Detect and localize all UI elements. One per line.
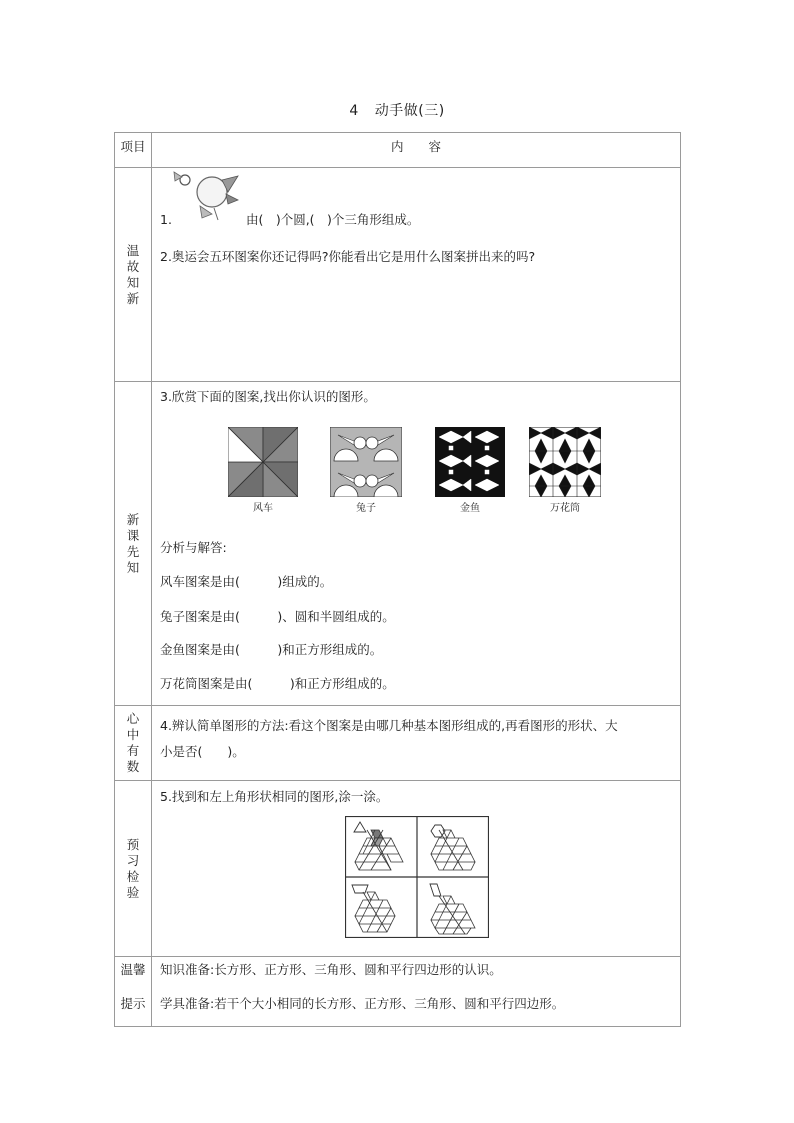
lesson-number: 4 <box>349 103 359 119</box>
tips-row <box>115 957 681 1027</box>
mind-content <box>152 706 681 781</box>
goldfish-pattern <box>435 427 505 497</box>
caption-kaleidoscope: 万花筒 <box>550 503 580 514</box>
header-item: 项目 <box>115 133 152 168</box>
windmill-pattern <box>228 427 298 497</box>
header-content: 内 容 <box>152 133 681 168</box>
question-3: 3.欣赏下面的图案,找出你认识的图形。 <box>160 389 376 404</box>
mind-label: 心 中 有 数 <box>115 706 152 781</box>
preview-label: 新 课 先 知 <box>115 382 152 706</box>
review-content <box>152 168 681 382</box>
answer-rabbit: 兔子图案是由( )、圆和半圆组成的。 <box>160 609 395 624</box>
kaleidoscope-pattern <box>529 427 601 497</box>
review-row <box>115 168 681 382</box>
answer-kaleidoscope: 万花筒图案是由( )和正方形组成的。 <box>160 676 395 691</box>
caption-windmill: 风车 <box>253 503 273 514</box>
caption-rabbit: 兔子 <box>356 503 376 514</box>
answer-goldfish: 金鱼图案是由( )和正方形组成的。 <box>160 642 383 657</box>
preview-content <box>152 382 681 706</box>
tips-label: 温馨 提示 <box>115 957 152 1027</box>
page-title <box>0 100 794 120</box>
rabbit-pattern <box>330 427 402 497</box>
analysis-heading: 分析与解答: <box>160 540 227 555</box>
tip-line-2: 小是否( )。 <box>160 744 245 759</box>
question-5: 5.找到和左上角形状相同的图形,涂一涂。 <box>160 789 389 804</box>
shape-coloring-grid[interactable] <box>345 816 489 938</box>
answer-windmill: 风车图案是由( )组成的。 <box>160 574 333 589</box>
tip-line-1: 4.辨认简单图形的方法:看这个图案是由哪几种基本图形组成的,再看图形的形状、大 <box>160 718 618 733</box>
tips-content <box>152 957 681 1027</box>
review-label: 温 故 知 新 <box>115 168 152 382</box>
check-label: 预 习 检 验 <box>115 781 152 957</box>
lesson-table <box>114 132 681 1027</box>
question-1: 1. 由( )个圆,( )个三角形组成。 <box>160 212 420 227</box>
knowledge-prep: 知识准备:长方形、正方形、三角形、圆和平行四边形的认识。 <box>160 962 502 977</box>
caption-goldfish: 金鱼 <box>460 503 480 514</box>
check-row <box>115 781 681 957</box>
question-2: 2.奥运会五环图案你还记得吗?你能看出它是用什么图案拼出来的吗? <box>160 249 536 264</box>
mind-row <box>115 706 681 781</box>
header-row <box>115 133 681 168</box>
preview-row <box>115 382 681 706</box>
check-content <box>152 781 681 957</box>
tool-prep: 学具准备:若干个大小相同的长方形、正方形、三角形、圆和平行四边形。 <box>160 996 565 1011</box>
lesson-title: 动手做(三) <box>374 103 445 119</box>
